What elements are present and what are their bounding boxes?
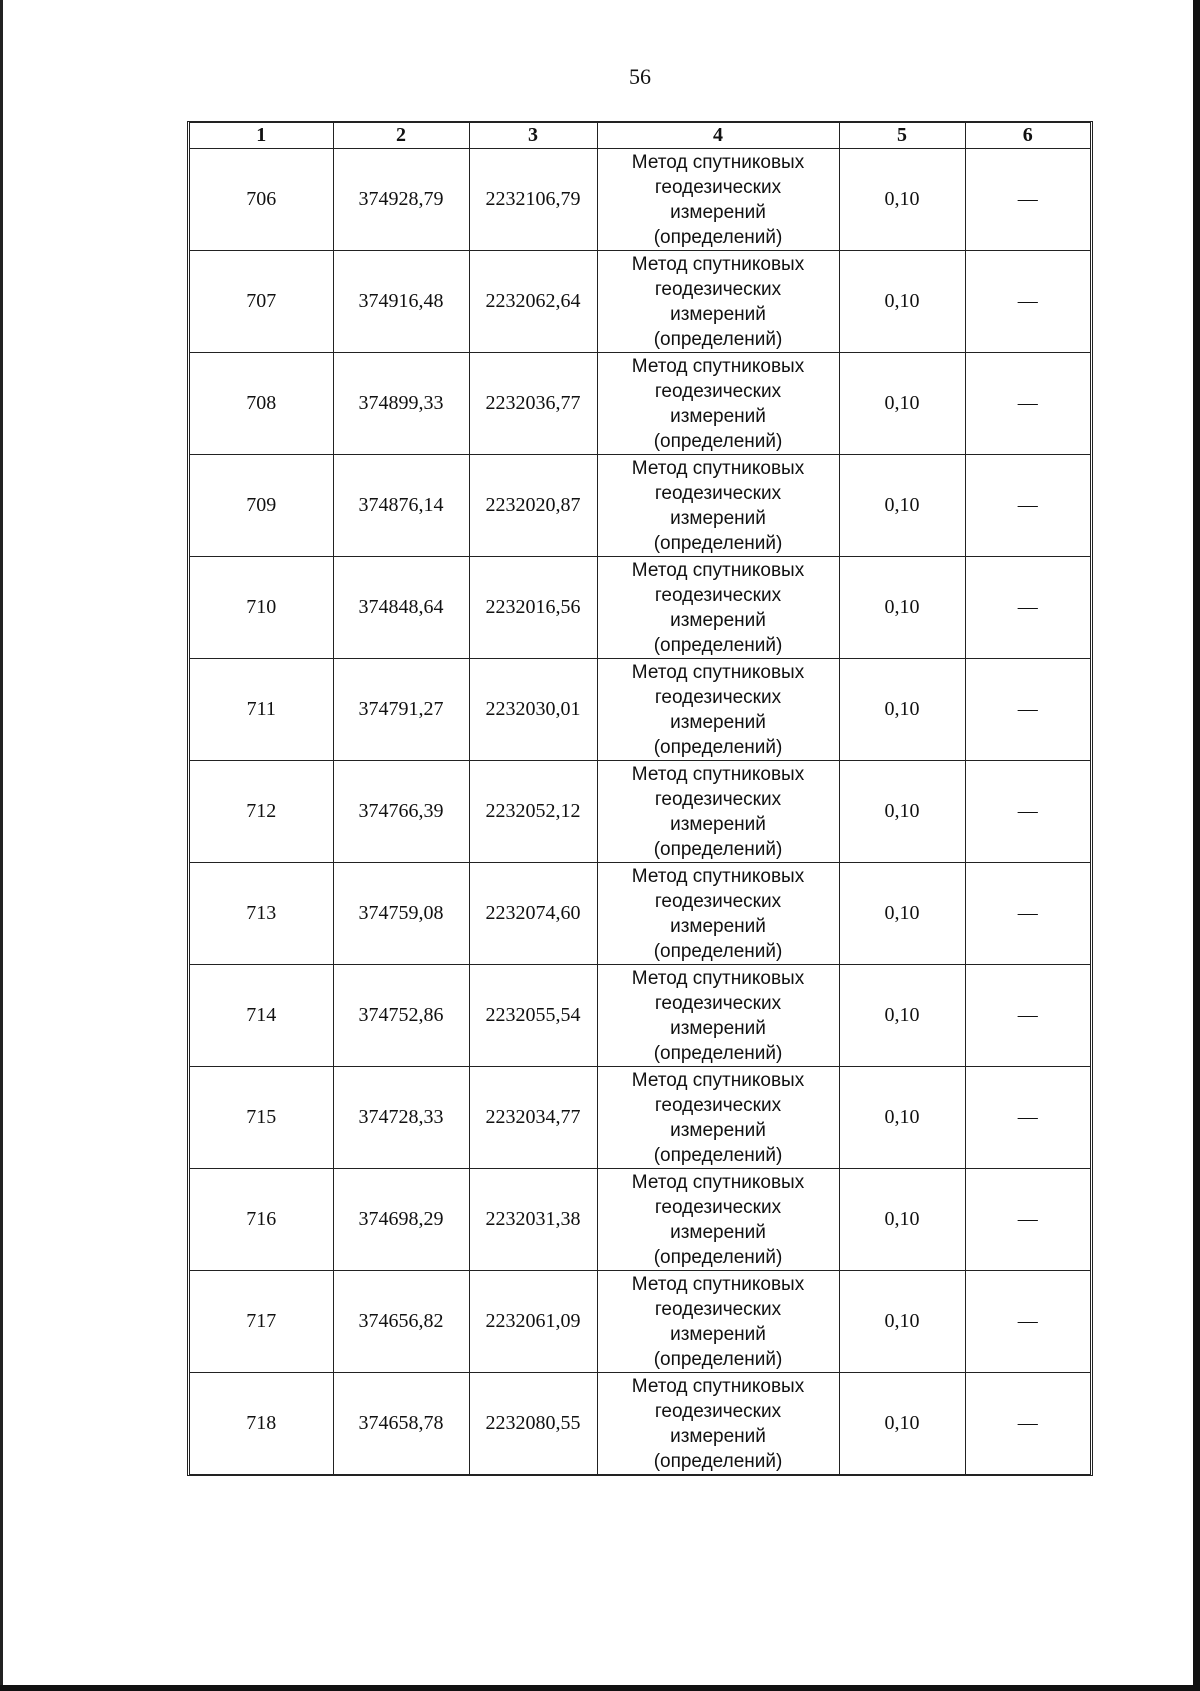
y-coordinate-cell: 2232036,77 (469, 353, 597, 455)
point-number-cell: 709 (190, 455, 333, 557)
method-line: геодезических (654, 482, 782, 504)
method-line: Метод спутниковых (631, 1171, 805, 1193)
method-cell (597, 1373, 839, 1475)
table-row (190, 251, 1090, 353)
method-line: измерений (670, 201, 766, 223)
table-row (190, 353, 1090, 455)
coordinates-table-frame (187, 121, 1093, 1476)
x-coordinate-cell: 374928,79 (333, 149, 469, 251)
table-body (190, 149, 1090, 1475)
x-coordinate-cell: 374698,29 (333, 1169, 469, 1271)
method-line: Метод спутниковых (631, 967, 805, 989)
x-coordinate-cell: 374656,82 (333, 1271, 469, 1373)
method-line: (определений) (653, 940, 783, 962)
table-row (190, 455, 1090, 557)
note-cell: — (965, 863, 1090, 965)
method-line: (определений) (653, 1450, 783, 1472)
x-coordinate-cell: 374658,78 (333, 1373, 469, 1475)
method-line: измерений (670, 507, 766, 529)
x-coordinate-cell: 374791,27 (333, 659, 469, 761)
method-cell (597, 353, 839, 455)
x-coordinate-cell: 374728,33 (333, 1067, 469, 1169)
accuracy-cell: 0,10 (839, 659, 965, 761)
method-line: геодезических (654, 1094, 782, 1116)
table-row (190, 761, 1090, 863)
accuracy-cell: 0,10 (839, 965, 965, 1067)
method-line: Метод спутниковых (631, 151, 805, 173)
method-line: геодезических (654, 278, 782, 300)
x-coordinate-cell: 374766,39 (333, 761, 469, 863)
column-header: 1 (190, 123, 333, 149)
method-line: Метод спутниковых (631, 253, 805, 275)
method-line: геодезических (654, 1196, 782, 1218)
point-number-cell: 715 (190, 1067, 333, 1169)
x-coordinate-cell: 374876,14 (333, 455, 469, 557)
method-line: измерений (670, 1119, 766, 1141)
method-cell (597, 761, 839, 863)
table-row (190, 1169, 1090, 1271)
method-line: измерений (670, 609, 766, 631)
accuracy-cell: 0,10 (839, 1271, 965, 1373)
x-coordinate-cell: 374848,64 (333, 557, 469, 659)
method-line: измерений (670, 915, 766, 937)
method-line: Метод спутниковых (631, 559, 805, 581)
method-line: (определений) (653, 532, 783, 554)
method-line: Метод спутниковых (631, 457, 805, 479)
table-row (190, 659, 1090, 761)
method-line: измерений (670, 1323, 766, 1345)
method-line: геодезических (654, 1400, 782, 1422)
method-line: Метод спутниковых (631, 355, 805, 377)
point-number-cell: 708 (190, 353, 333, 455)
point-number-cell: 714 (190, 965, 333, 1067)
method-line: (определений) (653, 430, 783, 452)
column-header: 5 (839, 123, 965, 149)
table-row (190, 1067, 1090, 1169)
y-coordinate-cell: 2232031,38 (469, 1169, 597, 1271)
y-coordinate-cell: 2232020,87 (469, 455, 597, 557)
method-line: измерений (670, 303, 766, 325)
table-header-row (190, 123, 1090, 149)
method-line: Метод спутниковых (631, 1273, 805, 1295)
note-cell: — (965, 659, 1090, 761)
note-cell: — (965, 251, 1090, 353)
method-line: (определений) (653, 328, 783, 350)
y-coordinate-cell: 2232074,60 (469, 863, 597, 965)
accuracy-cell: 0,10 (839, 1067, 965, 1169)
method-cell (597, 1067, 839, 1169)
method-line: геодезических (654, 176, 782, 198)
method-line: (определений) (653, 226, 783, 248)
method-line: измерений (670, 1221, 766, 1243)
method-line: геодезических (654, 686, 782, 708)
method-line: (определений) (653, 634, 783, 656)
x-coordinate-cell: 374899,33 (333, 353, 469, 455)
method-cell (597, 965, 839, 1067)
page-number: 56 (629, 64, 651, 89)
note-cell: — (965, 1271, 1090, 1373)
method-line: геодезических (654, 380, 782, 402)
column-header: 4 (597, 123, 839, 149)
table-row (190, 149, 1090, 251)
accuracy-cell: 0,10 (839, 149, 965, 251)
note-cell: — (965, 455, 1090, 557)
method-line: измерений (670, 1017, 766, 1039)
method-line: измерений (670, 711, 766, 733)
method-line: геодезических (654, 788, 782, 810)
table-row (190, 1271, 1090, 1373)
point-number-cell: 706 (190, 149, 333, 251)
method-line: (определений) (653, 1144, 783, 1166)
method-line: Метод спутниковых (631, 763, 805, 785)
y-coordinate-cell: 2232055,54 (469, 965, 597, 1067)
method-line: измерений (670, 405, 766, 427)
method-line: (определений) (653, 838, 783, 860)
y-coordinate-cell: 2232061,09 (469, 1271, 597, 1373)
method-cell (597, 455, 839, 557)
column-header: 6 (965, 123, 1090, 149)
accuracy-cell: 0,10 (839, 251, 965, 353)
note-cell: — (965, 1169, 1090, 1271)
method-cell (597, 251, 839, 353)
note-cell: — (965, 1067, 1090, 1169)
accuracy-cell: 0,10 (839, 1169, 965, 1271)
method-line: геодезических (654, 584, 782, 606)
note-cell: — (965, 761, 1090, 863)
note-cell: — (965, 149, 1090, 251)
point-number-cell: 716 (190, 1169, 333, 1271)
point-number-cell: 712 (190, 761, 333, 863)
note-cell: — (965, 965, 1090, 1067)
accuracy-cell: 0,10 (839, 863, 965, 965)
method-cell (597, 149, 839, 251)
accuracy-cell: 0,10 (839, 761, 965, 863)
y-coordinate-cell: 2232052,12 (469, 761, 597, 863)
table-row (190, 863, 1090, 965)
method-line: (определений) (653, 1042, 783, 1064)
point-number-cell: 718 (190, 1373, 333, 1475)
accuracy-cell: 0,10 (839, 557, 965, 659)
accuracy-cell: 0,10 (839, 353, 965, 455)
method-cell (597, 1169, 839, 1271)
method-line: (определений) (653, 1348, 783, 1370)
note-cell: — (965, 557, 1090, 659)
point-number-cell: 713 (190, 863, 333, 965)
note-cell: — (965, 1373, 1090, 1475)
accuracy-cell: 0,10 (839, 455, 965, 557)
y-coordinate-cell: 2232034,77 (469, 1067, 597, 1169)
y-coordinate-cell: 2232030,01 (469, 659, 597, 761)
column-header: 3 (469, 123, 597, 149)
table-row (190, 1373, 1090, 1475)
scan-edge-left (0, 0, 3, 1691)
y-coordinate-cell: 2232016,56 (469, 557, 597, 659)
point-number-cell: 717 (190, 1271, 333, 1373)
scan-edge-right (1193, 0, 1200, 1691)
column-header: 2 (333, 123, 469, 149)
method-line: измерений (670, 1425, 766, 1447)
method-cell (597, 1271, 839, 1373)
method-line: (определений) (653, 1246, 783, 1268)
y-coordinate-cell: 2232062,64 (469, 251, 597, 353)
note-cell: — (965, 353, 1090, 455)
method-line: геодезических (654, 1298, 782, 1320)
x-coordinate-cell: 374916,48 (333, 251, 469, 353)
method-cell (597, 659, 839, 761)
method-line: геодезических (654, 890, 782, 912)
scan-edge-bottom (0, 1685, 1200, 1691)
method-line: Метод спутниковых (631, 1375, 805, 1397)
method-line: измерений (670, 813, 766, 835)
y-coordinate-cell: 2232106,79 (469, 149, 597, 251)
method-line: Метод спутниковых (631, 865, 805, 887)
point-number-cell: 707 (190, 251, 333, 353)
coordinates-table (190, 123, 1090, 1474)
method-line: (определений) (653, 736, 783, 758)
method-cell (597, 557, 839, 659)
table-row (190, 965, 1090, 1067)
y-coordinate-cell: 2232080,55 (469, 1373, 597, 1475)
method-cell (597, 863, 839, 965)
accuracy-cell: 0,10 (839, 1373, 965, 1475)
x-coordinate-cell: 374752,86 (333, 965, 469, 1067)
method-line: геодезических (654, 992, 782, 1014)
point-number-cell: 711 (190, 659, 333, 761)
x-coordinate-cell: 374759,08 (333, 863, 469, 965)
point-number-cell: 710 (190, 557, 333, 659)
table-row (190, 557, 1090, 659)
method-line: Метод спутниковых (631, 1069, 805, 1091)
method-line: Метод спутниковых (631, 661, 805, 683)
